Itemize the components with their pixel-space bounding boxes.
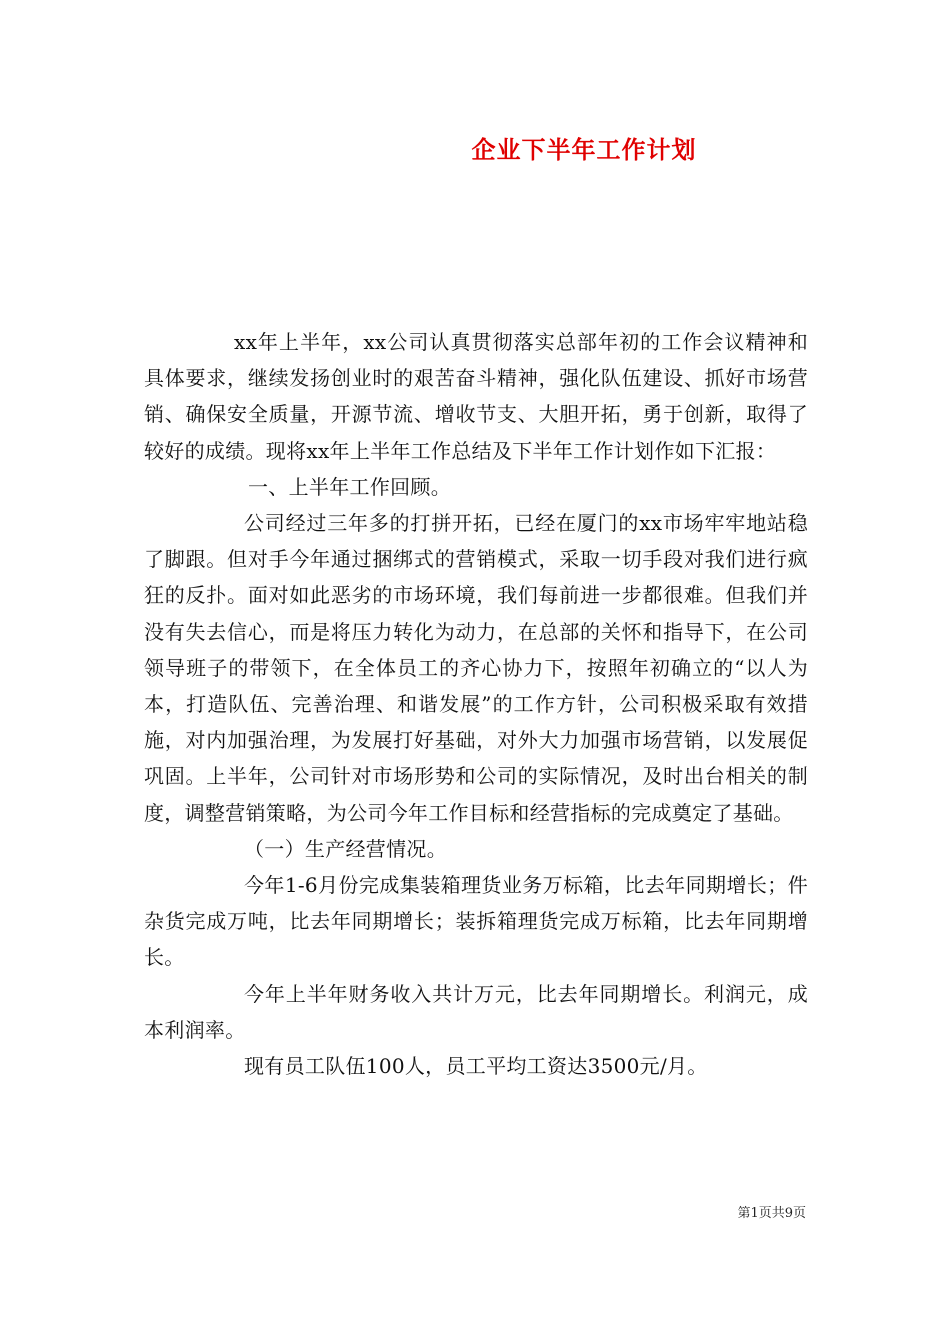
paragraph-operations: 今年1-6月份完成集装箱理货业务万标箱，比去年同期增长；件杂货完成万吨，比去年同期增长；装拆箱理货完成万标箱，比去年同期增长。 xyxy=(144,873,808,970)
document-title: 企业下半年工作计划 xyxy=(471,135,697,164)
paragraph-review: 公司经过三年多的打拼开拓，已经在厦门的xx市场牢牢地站稳了脚跟。但对手今年通过捆绑式的营销模式，采取一切手段对我们进行疯狂的反扑。面对如此恶劣的市场环境，我们每前进一步都很难。但我们并没有失去信心，而是将压力转化为动力，在总部的关怀和指导下，在公司领导班子的带领下，在全体员工的齐心协力下，按照年初确立的“以人为本，打造队伍、完善治理、和谐发展”的工作方针，公司积极采取有效措施，对内加强治理，为发展打好基础，对外大力加强市场营销，以发展促巩固。上半年，公司针对市场形势和公司的实际情况，及时出台相关的制度，调整营销策略，为公司今年工作目标和经营指标的完成奠定了基础。 xyxy=(144,511,808,825)
subsection-heading-operations: （一）生产经营情况。 xyxy=(244,836,447,861)
document-body xyxy=(144,324,808,1084)
paragraph-staff: 现有员工队伍100人，员工平均工资达3500元/月。 xyxy=(244,1054,708,1079)
section-heading-review: 一、上半年工作回顾。 xyxy=(248,474,451,499)
page-number: 第1页共9页 xyxy=(737,1206,806,1221)
paragraph-finance: 今年上半年财务收入共计万元，比去年同期增长。利润元，成本利润率。 xyxy=(144,981,808,1042)
paragraph-intro: xx年上半年，xx公司认真贯彻落实总部年初的工作会议精神和具体要求，继续发扬创业时的艰苦奋斗精神，强化队伍建设、抓好市场营销、确保安全质量，开源节流、增收节支、大胆开拓，勇于创新，取得了较好的成绩。现将xx年上半年工作总结及下半年工作计划作如下汇报： xyxy=(144,330,808,463)
